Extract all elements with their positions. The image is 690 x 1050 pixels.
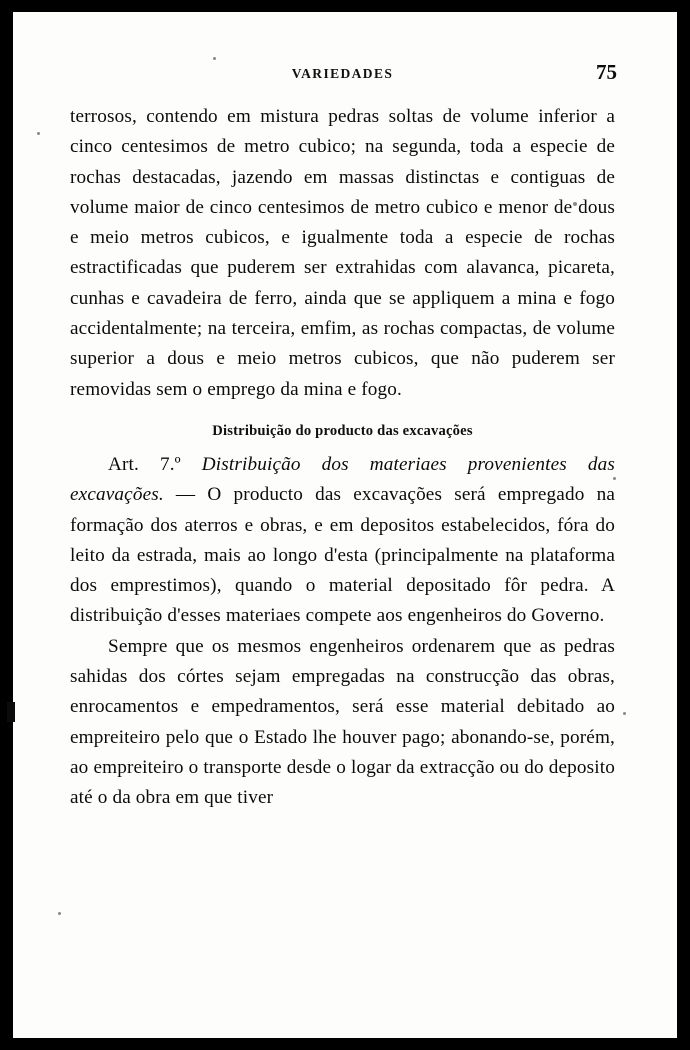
scan-speck <box>58 912 61 915</box>
edge-artifact-left <box>7 702 15 722</box>
page-number: 75 <box>596 60 617 84</box>
article-body: O producto das excavações será empregado na formação dos aterros e obras, e em depositos estabelecidos, fóra do leito da estrada, mais ao longo d'esta (principalmente na plataforma dos emprestimos), quando o material depositado fôr pedra. A distribuição d'esses materiaes compete aos engenheiros do Governo. <box>70 484 615 627</box>
section-subheading: Distribuição do producto das excavações <box>212 422 473 439</box>
scan-speck <box>623 712 626 715</box>
paragraph-article <box>70 450 615 632</box>
running-head: VARIEDADES <box>291 66 394 81</box>
page-paper <box>13 12 677 1038</box>
paragraph-final: Sempre que os mesmos engenheiros ordenarem que as pedras sahidas dos córtes sejam empregadas na construcção das obras, enrocamentos e empedramentos, será esse material debitado ao empreiteiro pelo que o Estado lhe houver pago; abonando-se, porém, ao empreiteiro o transporte desde o logar da extracção ou do deposito até o da obra em que tiver <box>70 635 615 809</box>
article-number: Art. 7.º <box>108 453 181 475</box>
paragraph-continuation: terrosos, contendo em mistura pedras soltas de volume inferior a cinco centesimos de metro cubico; na segunda, toda a especie de rochas destacadas, jazendo em massas distinctas e contiguas de volume maior de cinco centesimos de metro cubico e menor de dous e meio metros cubicos, e igualmente toda a especie de rochas estractificadas que puderem ser extrahidas com alavanca, picareta, cunhas e cavadeira de ferro, ainda que se appliquem a mina e fogo accidentalmente; na terceira, emfim, as rochas compactas, de volume superior a dous e meio metros cubicos, que não puderem ser removidas sem o emprego da mina e fogo. <box>70 106 615 400</box>
scan-speck <box>37 132 40 135</box>
spacer <box>181 454 202 475</box>
article-dash: — <box>163 484 208 506</box>
page-content <box>70 50 615 814</box>
page-header <box>70 50 615 86</box>
article-title: Distribuição dos materiaes provenientes das excavações. <box>70 453 615 506</box>
body-text <box>70 102 615 814</box>
